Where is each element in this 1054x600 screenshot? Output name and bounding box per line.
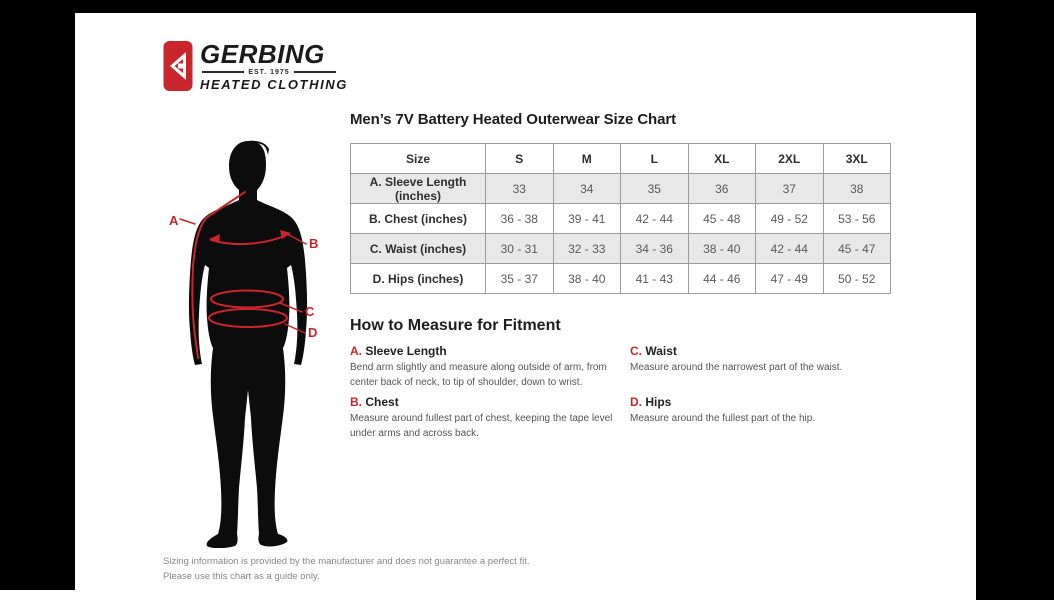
row-label: C. Waist (inches) bbox=[351, 234, 486, 264]
measure-item-chest bbox=[350, 395, 630, 441]
measure-item-sleeve-length bbox=[350, 344, 630, 395]
col-header-m: M bbox=[553, 144, 621, 174]
measure-item-letter: D. bbox=[630, 395, 642, 409]
logo-est-row bbox=[202, 69, 336, 76]
disclaimer-line-1: Sizing information is provided by the manufacturer and does not guarantee a perfect fit. bbox=[163, 556, 530, 567]
table-cell: 37 bbox=[756, 174, 824, 204]
table-cell: 34 - 36 bbox=[621, 234, 689, 264]
measure-item-description: Bend arm slightly and measure along outside of arm, from center back of neck, to tip of shoulder, down to wrist. bbox=[350, 362, 607, 388]
table-cell: 35 - 37 bbox=[486, 264, 554, 294]
table-row-waist bbox=[351, 234, 891, 264]
measure-instructions bbox=[350, 344, 892, 441]
measure-item-waist bbox=[630, 344, 892, 395]
measure-item-title bbox=[350, 395, 616, 409]
table-cell: 49 - 52 bbox=[756, 204, 824, 234]
table-cell: 30 - 31 bbox=[486, 234, 554, 264]
logo-rule-left bbox=[202, 71, 244, 73]
table-cell: 42 - 44 bbox=[756, 234, 824, 264]
logo-rule-right bbox=[294, 71, 336, 73]
size-chart-title: Men’s 7V Battery Heated Outerwear Size Chart bbox=[350, 111, 676, 128]
col-header-xl: XL bbox=[688, 144, 756, 174]
measure-item-description: Measure around the fullest part of the hip. bbox=[630, 413, 816, 424]
table-cell: 42 - 44 bbox=[621, 204, 689, 234]
col-header-3xl: 3XL bbox=[823, 144, 891, 174]
table-cell: 32 - 33 bbox=[553, 234, 621, 264]
col-header-size: Size bbox=[351, 144, 486, 174]
gerbing-logo-icon bbox=[163, 40, 193, 92]
measure-item-name: Waist bbox=[645, 344, 677, 358]
silhouette-left-foot bbox=[207, 534, 238, 548]
row-label: A. Sleeve Length (inches) bbox=[351, 174, 486, 204]
table-cell: 39 - 41 bbox=[553, 204, 621, 234]
logo-text bbox=[200, 38, 348, 92]
table-row-sleeve-length bbox=[351, 174, 891, 204]
table-cell: 36 bbox=[688, 174, 756, 204]
body-silhouette-figure bbox=[165, 118, 335, 548]
logo-tagline: HEATED CLOTHING bbox=[200, 76, 348, 92]
table-cell: 35 bbox=[621, 174, 689, 204]
gerbing-logo bbox=[163, 38, 348, 92]
measure-item-title bbox=[630, 344, 878, 358]
figure-label-d: D bbox=[308, 325, 318, 340]
measure-item-description: Measure around the narrowest part of the waist. bbox=[630, 362, 843, 373]
disclaimer-line-2: Please use this chart as a guide only. bbox=[163, 570, 320, 582]
bottom-left-white-patch bbox=[0, 590, 75, 600]
table-cell: 36 - 38 bbox=[486, 204, 554, 234]
table-cell: 34 bbox=[553, 174, 621, 204]
col-header-s: S bbox=[486, 144, 554, 174]
col-header-2xl: 2XL bbox=[756, 144, 824, 174]
table-cell: 44 - 46 bbox=[688, 264, 756, 294]
table-cell: 38 bbox=[823, 174, 891, 204]
measure-item-title bbox=[630, 395, 878, 409]
table-row-hips bbox=[351, 264, 891, 294]
row-label: B. Chest (inches) bbox=[351, 204, 486, 234]
row-label: D. Hips (inches) bbox=[351, 264, 486, 294]
table-row-chest bbox=[351, 204, 891, 234]
measure-item-title bbox=[350, 344, 616, 358]
logo-est: EST. 1975 bbox=[248, 68, 290, 76]
table-cell: 47 - 49 bbox=[756, 264, 824, 294]
figure-label-b: B bbox=[309, 236, 319, 251]
size-chart-table bbox=[350, 143, 891, 294]
measure-item-description: Measure around fullest part of chest, keeping the tape level under arms and across back. bbox=[350, 413, 613, 439]
table-cell: 45 - 48 bbox=[688, 204, 756, 234]
measure-item-hips bbox=[630, 395, 892, 441]
measure-section-heading: How to Measure for Fitment bbox=[350, 317, 561, 334]
silhouette-head bbox=[229, 141, 269, 200]
logo-brand: GERBING bbox=[200, 38, 325, 69]
figure-label-c: C bbox=[305, 304, 315, 319]
table-cell: 45 - 47 bbox=[823, 234, 891, 264]
measure-item-letter: C. bbox=[630, 344, 642, 358]
figure-label-a: A bbox=[169, 213, 179, 228]
sizing-disclaimer bbox=[163, 555, 530, 584]
silhouette-right-foot bbox=[258, 534, 287, 546]
table-cell: 50 - 52 bbox=[823, 264, 891, 294]
col-header-l: L bbox=[621, 144, 689, 174]
measure-item-name: Hips bbox=[645, 395, 672, 409]
table-cell: 38 - 40 bbox=[553, 264, 621, 294]
table-cell: 33 bbox=[486, 174, 554, 204]
table-cell: 41 - 43 bbox=[621, 264, 689, 294]
measure-item-letter: B. bbox=[350, 395, 362, 409]
measure-item-letter: A. bbox=[350, 344, 362, 358]
measure-item-name: Chest bbox=[365, 395, 399, 409]
measure-item-name: Sleeve Length bbox=[365, 344, 447, 358]
table-cell: 38 - 40 bbox=[688, 234, 756, 264]
table-cell: 53 - 56 bbox=[823, 204, 891, 234]
label-a-leader-line bbox=[180, 219, 195, 224]
table-header-row bbox=[351, 144, 891, 174]
silhouette-body bbox=[189, 200, 307, 534]
